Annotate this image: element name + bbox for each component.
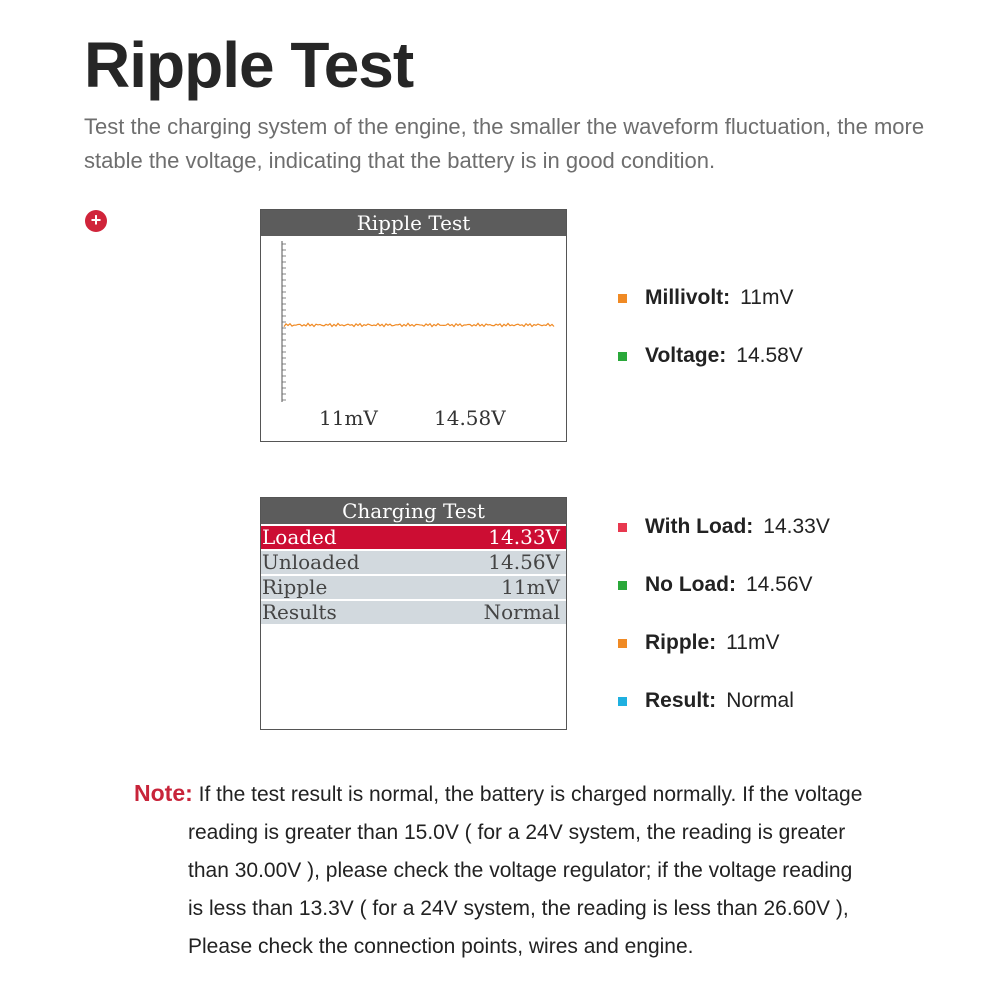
charging-row-unloaded[interactable] [261, 551, 566, 574]
charging-row-loaded[interactable] [261, 526, 566, 549]
legend-label: Voltage: [645, 344, 727, 367]
row-label: Results [262, 600, 337, 624]
note-block [134, 774, 914, 966]
legend-value: 14.56V [745, 573, 813, 596]
legend-result [618, 689, 794, 713]
legend-ripple [618, 631, 779, 655]
ripple-waveform-plot [261, 236, 566, 406]
row-value: 14.33V [488, 525, 560, 549]
page-subtitle: Test the charging system of the engine, the smaller the waveform fluctuation, the more stable the voltage, indicating that the battery is in good condition. [84, 114, 925, 173]
row-label: Loaded [262, 525, 337, 549]
row-label: Ripple [262, 575, 328, 599]
legend-millivolt [618, 286, 793, 310]
row-value: 14.56V [488, 550, 560, 574]
note-line [134, 774, 914, 814]
note-line: is less than 13.3V ( for a 24V system, the reading is less than 26.60V ), [188, 897, 849, 920]
legend-voltage [618, 344, 803, 368]
ripple-waveform-line [284, 323, 554, 326]
row-value: Normal [483, 600, 560, 624]
legend-value: 14.33V [763, 515, 830, 538]
legend-square-icon [618, 294, 627, 303]
legend-value: 11mV [726, 631, 780, 654]
charging-test-screen [260, 497, 567, 730]
ripple-millivolt-readout: 11mV [319, 406, 378, 430]
legend-square-icon [618, 697, 627, 706]
note-line: reading is greater than 15.0V ( for a 24V system, the reading is greater [188, 821, 846, 844]
legend-label: Millivolt: [645, 286, 731, 309]
waveform-axis-ticks [282, 244, 286, 400]
legend-no-load [618, 573, 813, 597]
legend-with-load [618, 515, 830, 539]
note-text: If the test result is normal, the battery is charged normally. If the voltage [198, 783, 863, 806]
legend-square-icon [618, 352, 627, 361]
legend-label: Result: [645, 689, 717, 712]
row-value: 11mV [501, 575, 560, 599]
charging-row-results[interactable] [261, 601, 566, 624]
ripple-test-screen [260, 209, 567, 442]
note-label: Note: [134, 780, 193, 806]
legend-label: With Load: [645, 515, 754, 538]
legend-value: 11mV [740, 286, 794, 309]
legend-label: Ripple: [645, 631, 717, 654]
legend-value: 14.58V [736, 344, 803, 367]
page-title: Ripple Test [84, 29, 414, 101]
plus-icon[interactable]: + [85, 210, 107, 232]
legend-square-icon [618, 639, 627, 648]
note-line: than 30.00V ), please check the voltage regulator; if the voltage reading [188, 859, 853, 882]
ripple-voltage-readout: 14.58V [434, 406, 506, 430]
ripple-screen-title: Ripple Test [261, 210, 566, 236]
charging-screen-title: Charging Test [261, 498, 566, 524]
legend-label: No Load: [645, 573, 736, 596]
row-label: Unloaded [262, 550, 360, 574]
charging-row-ripple[interactable] [261, 576, 566, 599]
legend-square-icon [618, 581, 627, 590]
note-line: Please check the connection points, wires and engine. [188, 935, 694, 958]
legend-square-icon [618, 523, 627, 532]
legend-value: Normal [726, 689, 794, 712]
